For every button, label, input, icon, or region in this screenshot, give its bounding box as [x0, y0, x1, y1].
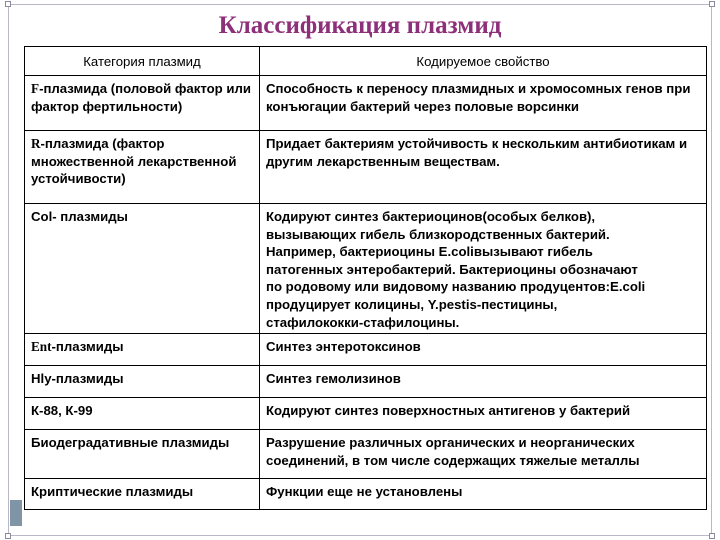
frame-corner-bottom-right	[709, 533, 715, 539]
category-lead: Ent	[31, 339, 52, 355]
property-cell: Функции еще не установлены	[260, 479, 707, 510]
category-cell	[25, 131, 260, 204]
property-cell: Разрушение различных органических и неорганических соединений, в том числе содержащих тяжелые металлы	[260, 430, 707, 479]
category-lead: R	[31, 136, 41, 151]
column-header-property: Кодируемое свойство	[260, 47, 707, 76]
property-cell: Синтез энтеротоксинов	[260, 334, 707, 366]
category-text: Hly-плазмиды	[31, 371, 124, 387]
category-cell	[25, 76, 260, 131]
column-header-category: Категория плазмид	[25, 47, 260, 76]
table-row	[25, 398, 707, 430]
category-lead: F	[31, 81, 40, 96]
category-cell	[25, 366, 260, 398]
category-text: -плазмида (половой фактор или фактор фертильности)	[31, 81, 251, 114]
property-cell: Кодируют синтез поверхностных антигенов у бактерий	[260, 398, 707, 430]
table-row	[25, 479, 707, 510]
category-cell	[25, 334, 260, 366]
table-row	[25, 131, 707, 204]
table-row	[25, 430, 707, 479]
category-cell	[25, 204, 260, 334]
property-cell: Кодируют синтез бактериоцинов(особых белков), вызывающих гибель близкородственных бактерий. Например, бактериоцины E.coliвызывают гибель патогенных энтеробактерий. Бактериоцины обозначают по родовому или видовому названию продуцентов:E.coli продуцирует колицины, Y.pestis-пестицины, стафилококки-стафилоцины.	[260, 204, 707, 334]
category-cell	[25, 430, 260, 479]
category-text: Col- плазмиды	[31, 209, 128, 224]
category-text: -плазмида (фактор множественной лекарственной устойчивости)	[31, 136, 237, 187]
decorative-side-bar	[10, 500, 22, 526]
plasmid-classification-table	[24, 46, 707, 510]
category-text: Криптические плазмиды	[31, 484, 194, 500]
property-cell: Синтез гемолизинов	[260, 366, 707, 398]
table-header-row	[25, 47, 707, 76]
frame-corner-bottom-left	[5, 533, 11, 539]
table-row	[25, 76, 707, 131]
frame-corner-top-left	[5, 1, 11, 7]
page-title: Классификация плазмид	[218, 12, 502, 39]
table-row	[25, 204, 707, 334]
frame-corner-top-right	[709, 1, 715, 7]
category-cell	[25, 479, 260, 510]
category-text: К-88, К-99	[31, 403, 93, 419]
property-cell: Придает бактериям устойчивость к нескольким антибиотикам и другим лекарственным веществам.	[260, 131, 707, 204]
table-row	[25, 334, 707, 366]
property-cell: Способность к переносу плазмидных и хромосомных генов при конъюгации бактерий через половые ворсинки	[260, 76, 707, 131]
table-row	[25, 366, 707, 398]
category-cell	[25, 398, 260, 430]
category-text: Биодеградативные плазмиды	[31, 435, 230, 451]
category-text: -плазмиды	[51, 339, 124, 355]
